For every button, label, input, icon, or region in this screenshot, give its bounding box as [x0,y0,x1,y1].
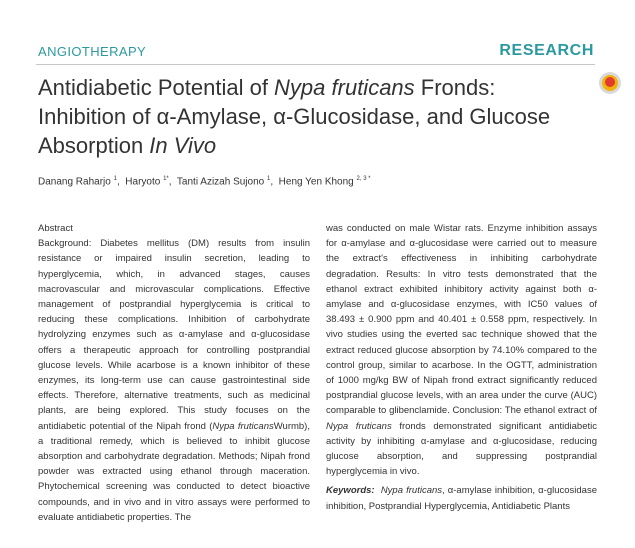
journal-name: ANGIOTHERAPY [38,44,147,59]
crossmark-badge-icon[interactable] [599,72,621,94]
abstract-left-column [38,221,310,525]
article-title: Antidiabetic Potential of Nypa fruticans Fronds: Inhibition of α-Amylase, α-Glucosidase, and Glucose Absorption In Vivo [38,75,551,158]
keywords: Keywords: Nypa fruticans, α-amylase inhibition, α-glucosidase inhibition, Postprandial Hyperglycemia, Antidiabetic Plants [326,485,597,512]
author-name: Haryoto [125,176,161,188]
author-name: Danang Raharjo [38,176,111,188]
abstract-paragraph: was conducted on male Wistar rats. Enzyme inhibition assays for α-amylase and α-glucosidase were carried out to measure the extract's effectiveness in inhibiting carbohydrate degradation. Results: In vitro tests demonstrated that the ethanol extract exhibited inhibitory activity against both α-amylase and α-glucosidase enzymes, with IC50 values of 38.493 ± 0.900 ppm and 40.401 ± 0.558 ppm, respectively. In vivo studies using the everted sac technique showed that the extract reduced glucose absorption by 74.10% compared to the control group, similar to acarbose. In the OGTT, administration of 1000 mg/kg BW of Nipah frond extract significantly reduced postprandial glucose levels, with an area under the curve (AUC) comparable to glibenclamide. Conclusion: The ethanol extract of Nypa fruticans fronds demonstrated significant antidiabetic activity by inhibiting α-amylase and α-glucosidase, reducing glucose absorption, and suppressing postprandial hyperglycemia in vivo. [326,223,597,478]
section-label: RESEARCH [499,42,594,59]
header-divider [36,64,595,65]
abstract-right-column [326,221,597,514]
author-list: Danang Raharjo $^1$, Haryoto $^{1*}$, Tanti Azizah Sujono $^1$, Heng Yen Khong $^{2, 3 *}$ [38,176,371,188]
abstract-paragraph: Background: Diabetes mellitus (DM) results from insulin resistance or impaired insulin secretion, leading to hyperglycemia, which, in advanced stages, causes macrovascular and microvascular complications. Effective management of postprandial hyperglycemia is critical to reducing these complications. Inhibition of carbohydrate hydrolyzing enzymes such as α-amylase and α-glucosidase offers a therapeutic approach for controlling postprandial glucose levels. While acarbose is a known inhibitor of these enzymes, its long-term use can cause gastrointestinal side effects. Therefore, alternative treatments, such as medicinal plants, are being explored. This study focuses on the antidiabetic potential of the Nipah frond (Nypa fruticansWurmb), a traditional remedy, which is believed to inhibit glucose absorption and carbohydrate degradation. Methods; Nipah frond powder was extracted using ethanol through maceration. Phytochemical screening was conducted to detect bioactive compounds, and in vivo and in vitro assays were performed to evaluate antidiabetic properties. The [38,238,310,523]
author-name: Heng Yen Khong [278,176,354,188]
abstract-heading: Abstract [38,223,73,234]
author-name: Tanti Azizah Sujono [176,176,265,188]
